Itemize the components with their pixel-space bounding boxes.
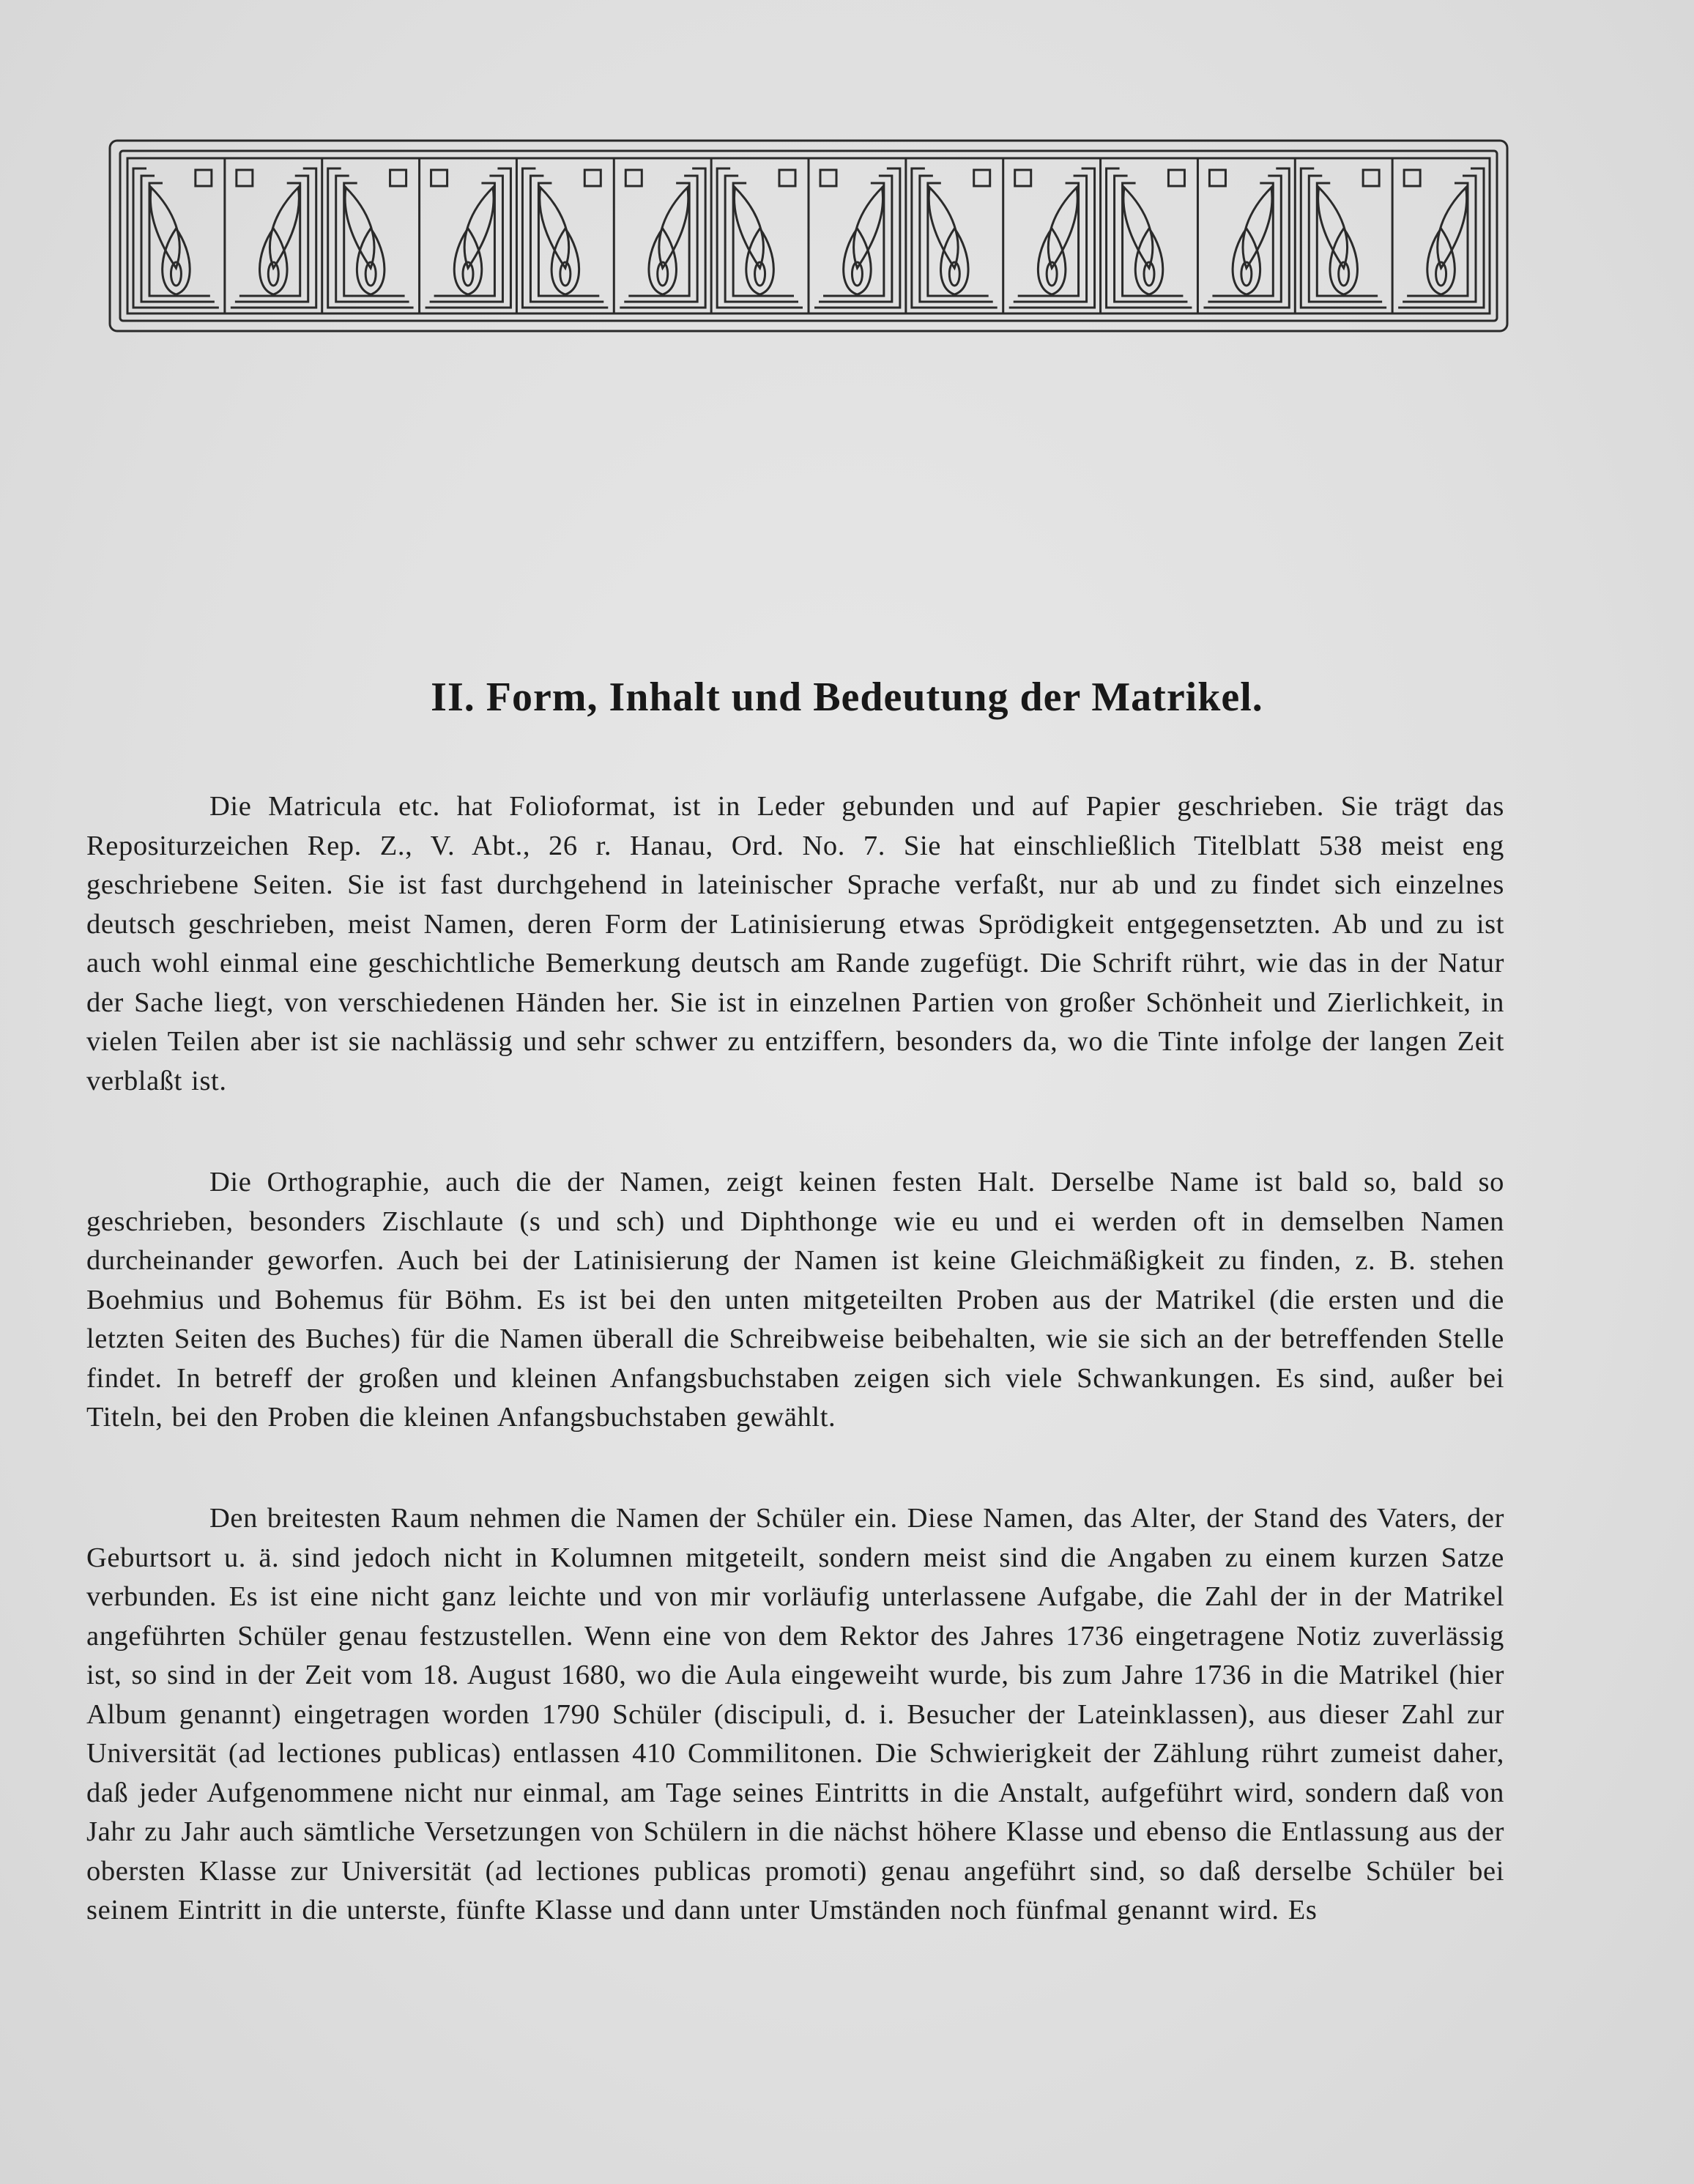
frieze-square (625, 170, 642, 186)
frieze-frame (1309, 176, 1382, 302)
frieze-square (820, 170, 836, 186)
frieze-frame (912, 168, 998, 308)
frieze-square (390, 170, 406, 186)
paragraph-2: Die Orthographie, auch die der Namen, zeigt keinen festen Halt. Derselbe Name ist bald so, bald so geschrieben, besonders Zischlaute (s und sch) und Diphthonge wie eu und ei werden oft in demselben Namen durcheinander geworfen. Auch bei der Latinisierung der Namen ist keine Gleichmäßigkeit zu finden, z. B. stehen Boehmius und Bohemus für Böhm. Es ist bei den unten mitgeteilten Proben aus der Matrikel (die ersten und die letzten Seiten des Buches) für die Namen überall die Schreibweise beibehalten, wie sie sich an der betreffenden Stelle findet. In betreff der großen und kleinen Anfangsbuchstaben zeigen sich viele Schwankungen. Es sind, außer bei Titeln, bei den Proben die kleinen Anfangsbuchstaben gewählt. (86, 1167, 1504, 1433)
frieze-square (779, 170, 795, 186)
frieze-square (974, 170, 990, 186)
frieze-frame (430, 176, 503, 302)
frieze-square (431, 170, 447, 186)
frieze-square (196, 170, 212, 186)
ornamental-frieze-icon (108, 136, 1509, 335)
frieze-square (584, 170, 601, 186)
frieze-frame (522, 168, 608, 308)
frieze-frame (231, 168, 316, 308)
frieze-square (1209, 170, 1225, 186)
frieze-frame (725, 176, 798, 302)
paragraph-3: Den breitesten Raum nehmen die Namen der Schüler ein. Diese Namen, das Alter, der Stand des Vaters, der Geburtsort u. ä. sind jedoch nicht in Kolumnen mitgeteilt, sondern meist sind die Angaben zu einem kurzen Satze verbunden. Es ist eine nicht ganz leichte und von mir vorläufig unterlassene Aufgabe, die Zahl der in der Matrikel angeführten Schüler genau festzustellen. Wenn eine von dem Rektor des Jahres 1736 eingetragene Notiz zuverlässig ist, so sind in der Zeit vom 18. August 1680, wo die Aula eingeweiht wurde, bis zum Jahre 1736 in die Matrikel (hier Album genannt) eingetragen worden 1790 Schüler (discipuli, d. i. Besucher der Lateinklassen), aus dieser Zahl zur Universität (ad lectiones publicas) entlassen 410 Commilitonen. Die Schwierigkeit der Zählung rührt zumeist daher, daß jeder Aufgenommene nicht nur einmal, am Tage seines Eintritts in die Anstalt, aufgeführt wird, sondern daß von Jahr zu Jahr auch sämtliche Versetzungen von Schülern in die nächst höhere Klasse und ebenso die Entlassung aus der obersten Klasse zur Universität (ad lectiones publicas promoti) genau angeführt sind, so daß derselbe Schüler bei seinem Eintritt in die unterste, fünfte Klasse und dann unter Umständen noch fünfmal genannt wird. Es (86, 1503, 1504, 1925)
frieze-frame (141, 176, 215, 302)
frieze-frame (235, 176, 308, 302)
frieze-frame (920, 176, 993, 302)
frieze-square (1015, 170, 1031, 186)
frieze-square (1363, 170, 1379, 186)
frieze-frame (1115, 176, 1188, 302)
frieze-frame (336, 176, 409, 302)
frieze-frame (1208, 176, 1281, 302)
frieze-frame (1403, 176, 1476, 302)
frieze-frame (819, 176, 892, 302)
frieze-square (1168, 170, 1184, 186)
paragraph-1: Die Matricula etc. hat Folioformat, ist in Leder gebunden und auf Papier geschrieben. Sie trägt das Repositurzeichen Rep. Z., V. Abt., 26 r. Hanau, Ord. No. 7. Sie hat einschließlich Titelblatt 538 meist eng geschriebene Seiten. Sie ist fast durchgehend in lateinischer Sprache verfaßt, nur ab und zu findet sich einzelnes deutsch geschrieben, meist Namen, deren Form der Latinisierung etwas Sprödigkeit entgegensetzten. Ab und zu ist auch wohl einmal eine geschichtliche Bemerkung deutsch am Rande zugefügt. Die Schrift rührt, wie das in der Natur der Sache liegt, von verschiedenen Händen her. Sie ist in einzelnen Partien von großer Schönheit und Zierlichkeit, in vielen Teilen aber ist sie nachlässig und sehr schwer zu entziffern, besonders da, wo die Tinte infolge der langen Zeit verblaßt ist. (86, 791, 1504, 1096)
section-heading: II. Form, Inhalt und Bedeutung der Matrikel. (431, 675, 1263, 720)
frieze-square (1404, 170, 1420, 186)
frieze-frame (1014, 176, 1087, 302)
frieze-frame (1301, 168, 1386, 308)
frieze-square (237, 170, 253, 186)
frieze-frame (624, 176, 697, 302)
frieze-frame (530, 176, 603, 302)
